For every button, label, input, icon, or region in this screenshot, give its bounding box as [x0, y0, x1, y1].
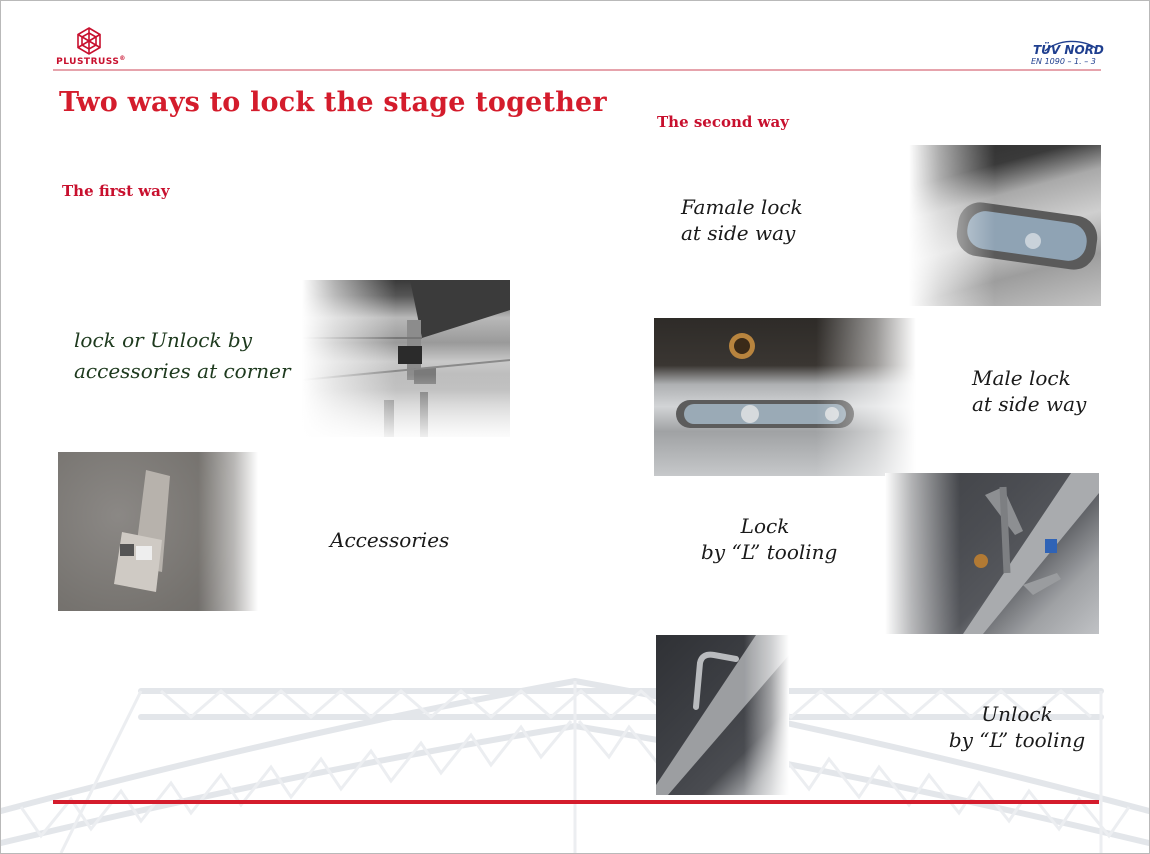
corner-lock-caption-line-1: lock or Unlock by: [74, 328, 253, 352]
lock-tooling-caption-line-2: by “L” tooling: [701, 540, 838, 564]
header-divider: [53, 69, 1101, 71]
cert-name: TÜV NORD: [1033, 43, 1104, 57]
lock-tooling-photo: [885, 473, 1099, 634]
plustruss-logo: [51, 27, 131, 67]
female-lock-photo: [909, 145, 1101, 306]
male-lock-caption: [972, 365, 1086, 417]
female-lock-caption: [681, 194, 803, 246]
page-title: Two ways to lock the stage together: [59, 87, 607, 118]
first-way-heading: The first way: [62, 182, 170, 200]
male-lock-caption-line-1: Male lock: [972, 366, 1071, 390]
corner-lock-caption: [74, 325, 291, 387]
brand-name: PLUSTRUSS®: [56, 55, 126, 67]
corner-lock-caption-line-2: accessories at corner: [74, 359, 291, 383]
accessories-caption: Accessories: [330, 528, 450, 552]
male-lock-caption-line-2: at side way: [972, 392, 1087, 416]
plustruss-logo-icon: [75, 27, 103, 55]
unlock-tooling-caption-line-1: Unlock: [981, 702, 1053, 726]
lock-tooling-caption-line-1: Lock: [740, 514, 790, 538]
unlock-tooling-caption-line-2: by “L” tooling: [948, 728, 1086, 752]
female-lock-caption-line-1: Famale lock: [681, 195, 803, 219]
female-lock-caption-line-2: at side way: [681, 221, 796, 245]
tuv-nord-logo: [1025, 25, 1105, 69]
corner-accessory-photo: [302, 280, 510, 437]
unlock-tooling-photo: [656, 635, 789, 795]
male-lock-photo: [654, 318, 916, 476]
cert-standard: EN 1090 – 1. – 3: [1031, 57, 1096, 66]
footer-divider: [53, 800, 1099, 804]
brand-registered-mark: ®: [119, 55, 126, 62]
accessory-part-photo: [58, 452, 258, 611]
unlock-tooling-caption: [947, 701, 1087, 753]
second-way-heading: The second way: [657, 113, 789, 131]
lock-tooling-caption: [701, 513, 838, 565]
